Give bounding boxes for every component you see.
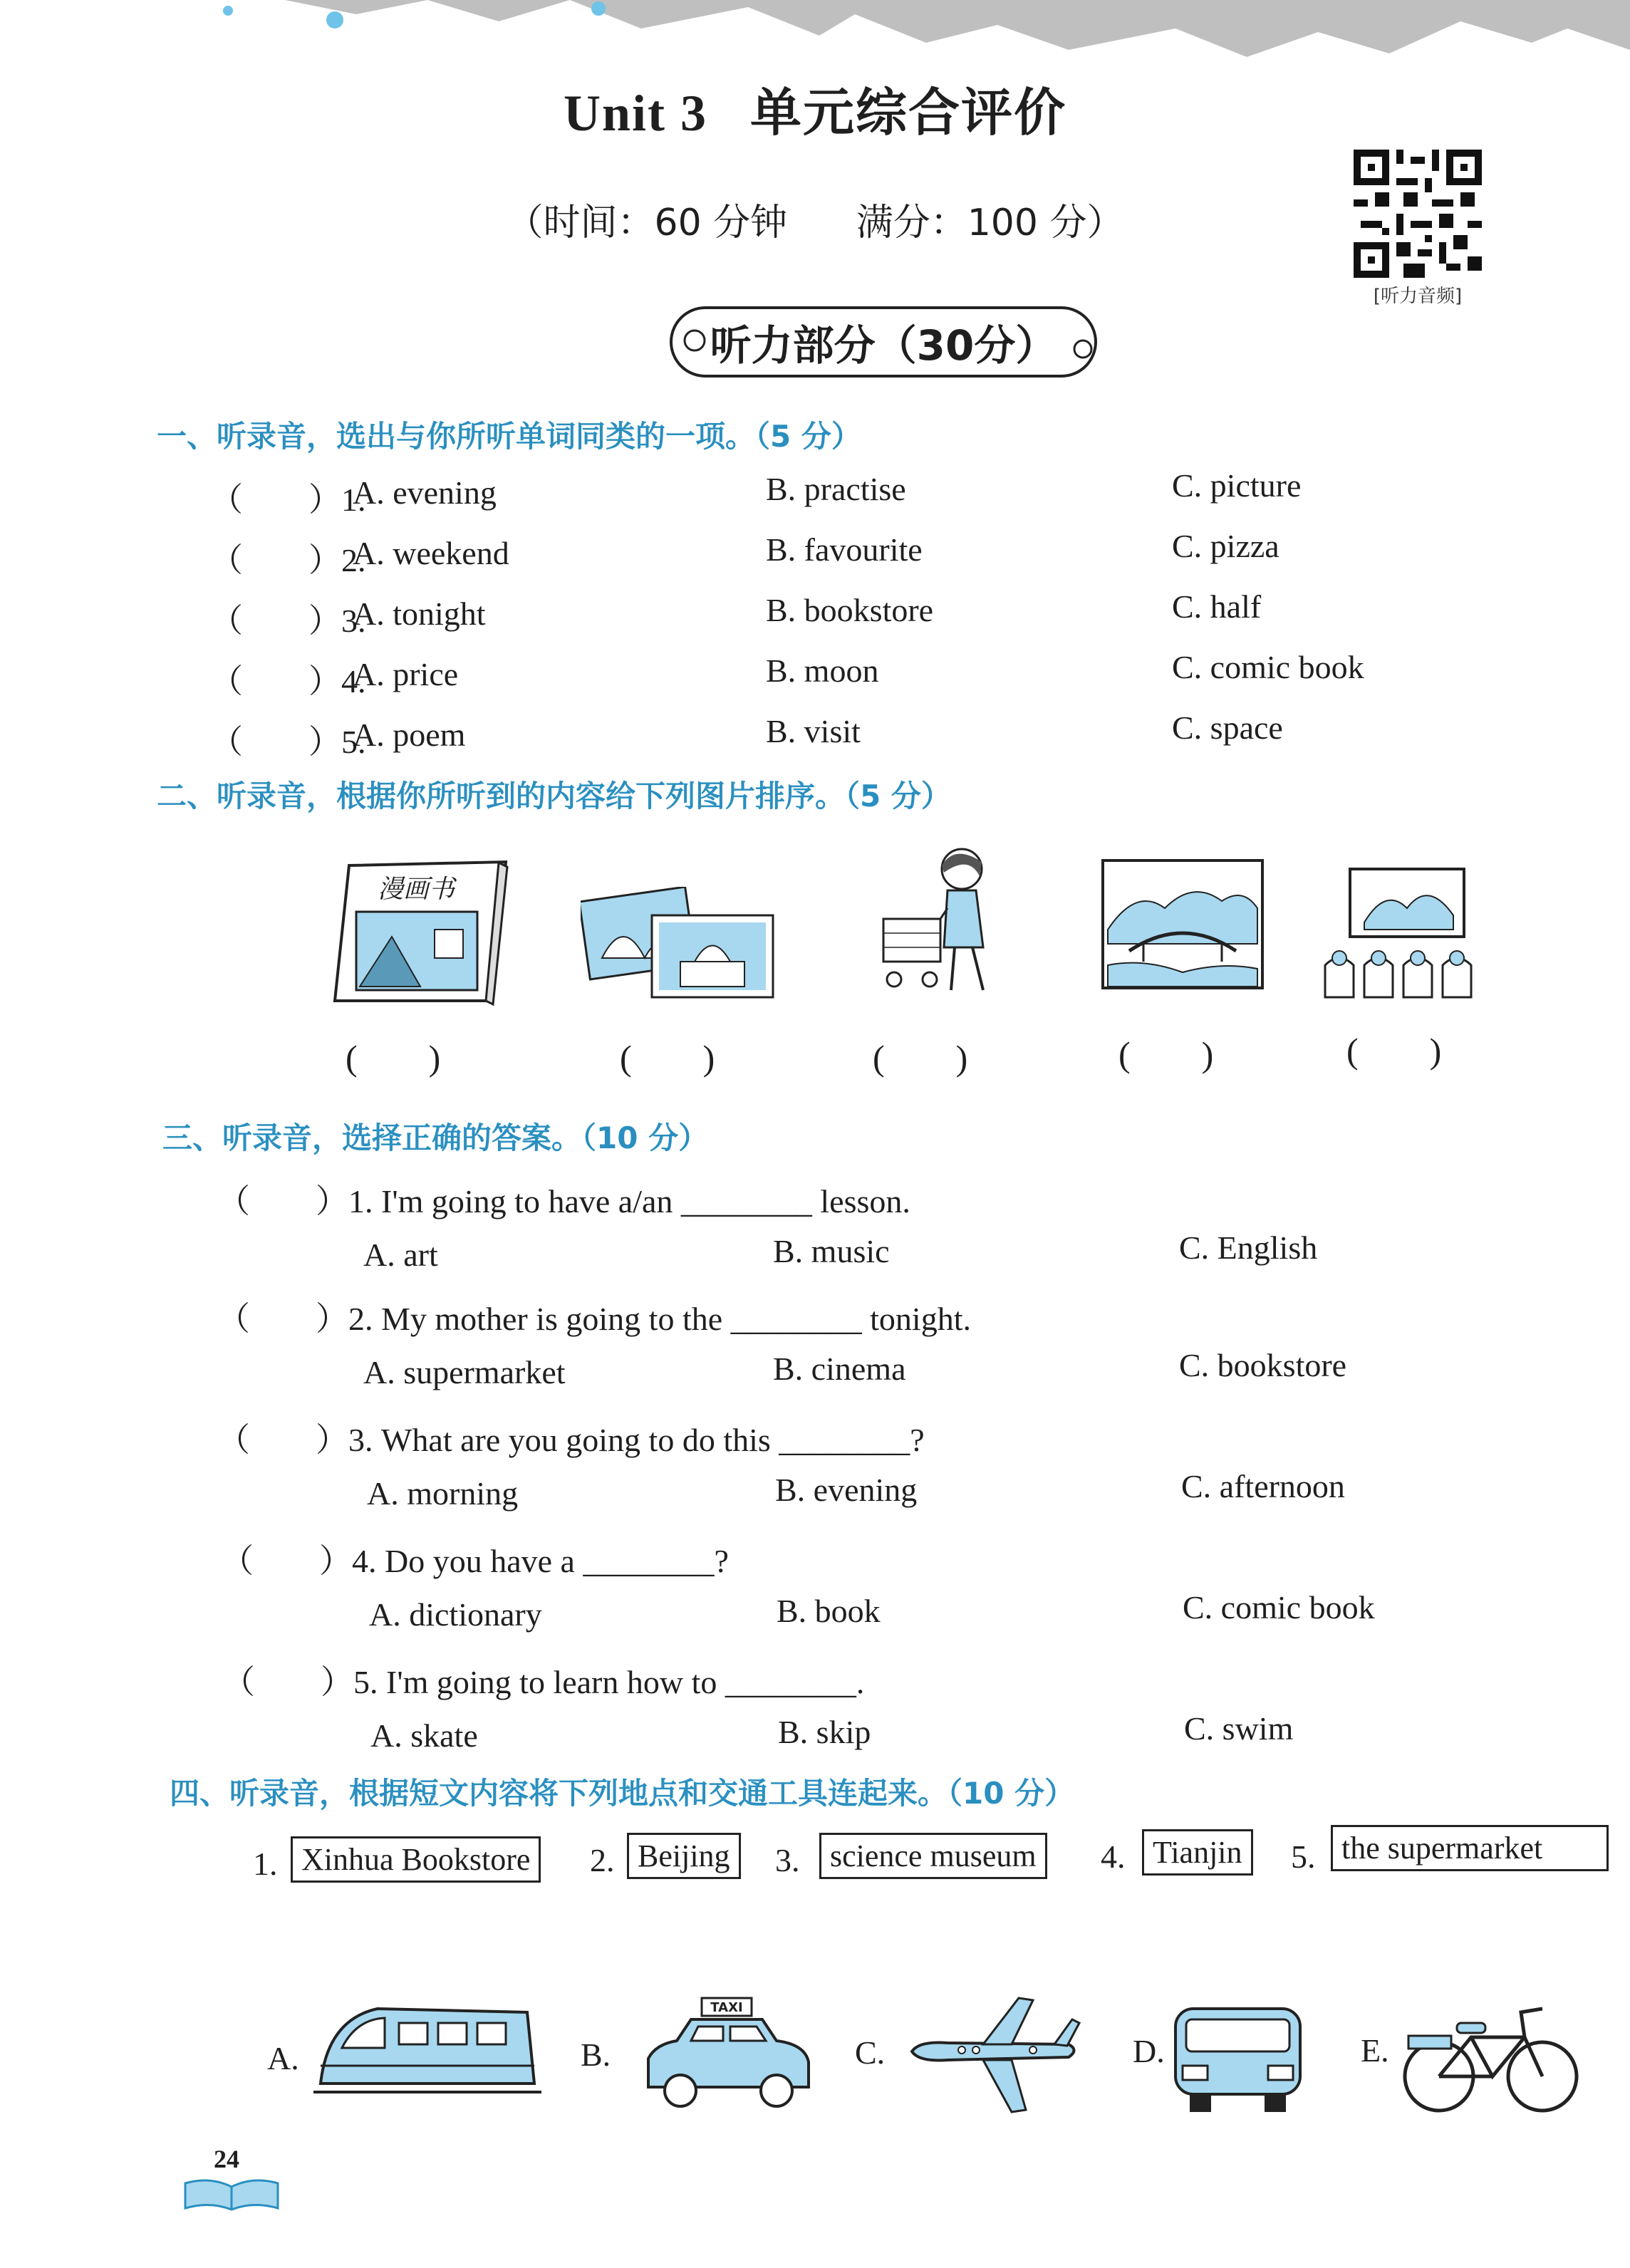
bus-icon[interactable] [1172,2005,1304,2116]
cinema-icon [1322,865,1485,1001]
listening-section-banner: 听力部分（30分） [670,306,1097,378]
s1-item-5-b[interactable]: B. visit [766,713,861,749]
s1-item-5-no: （ ）5. [210,724,366,760]
order-blank-5[interactable]: ( ) [1346,1031,1442,1071]
s3-question-5: （ ）5. I'm going to learn how to ________. [222,1664,865,1700]
banner-circle-icon [680,326,709,355]
s1-item-2-b[interactable]: B. favourite [766,531,923,568]
s3-question-3: （ ）3. What are you going to do this ________? [217,1422,925,1458]
open-book-icon [182,2173,281,2212]
s1-item-4-b[interactable]: B. moon [766,652,879,689]
banner-circle-icon [1069,335,1097,363]
s3-question-4: （ ）4. Do you have a ________? [221,1543,729,1579]
place-5-box[interactable]: the supermarket [1331,1825,1609,1871]
s1-item-1-no: （ ）1. [210,482,366,518]
vehicle-c-label: C. [855,2034,886,2071]
torn-paper-edge [0,0,1630,64]
s3-item-2-b[interactable]: B. cinema [773,1351,906,1387]
s3-item-3-c[interactable]: C. afternoon [1181,1468,1345,1504]
photos-icon [581,887,780,1001]
s1-item-2-a[interactable]: A. weekend [353,535,509,571]
s1-item-2-no: （ ）2. [210,542,366,578]
qr-code-icon[interactable] [1354,150,1482,278]
s1-item-4-no: （ ）4. [210,663,366,699]
full-score: 满分：100 分） [856,202,1124,244]
taxi-icon[interactable] [634,1994,819,2112]
s1-item-4-a[interactable]: A. price [353,656,459,692]
unit-label: Unit 3 [563,85,707,142]
order-blank-1[interactable]: ( ) [346,1038,441,1078]
place-2-box[interactable]: Beijing [627,1833,741,1879]
s1-item-3-no: （ ）3. [210,603,366,639]
s1-item-2-c[interactable]: C. pizza [1172,528,1279,564]
place-3-box[interactable]: science museum [819,1833,1047,1879]
shopping-woman-icon [876,841,1012,1004]
s3-item-5-b[interactable]: B. skip [778,1714,871,1750]
vehicle-d-label: D. [1133,2033,1165,2069]
s1-item-4-c[interactable]: C. comic book [1172,649,1364,685]
train-icon[interactable] [313,1998,541,2098]
s3-item-2-c[interactable]: C. bookstore [1179,1347,1347,1383]
place-4-box[interactable]: Tianjin [1142,1829,1253,1876]
place-1-number: 1. [253,1846,278,1882]
place-5-number: 5. [1291,1838,1316,1875]
vehicle-e-label: E. [1361,2032,1389,2069]
time-limit: （时间：60 分钟 [506,202,788,244]
page-title [0,71,1630,145]
s3-item-1-b[interactable]: B. music [773,1233,890,1269]
s1-item-5-a[interactable]: A. poem [353,717,466,753]
section1-heading: 一、听录音，选出与你所听单词同类的一项。（5 分） [157,419,861,454]
bicycle-icon[interactable] [1400,1994,1582,2116]
qr-label: [听力音频] [1373,286,1463,307]
s1-item-5-c[interactable]: C. space [1172,709,1283,746]
s1-item-1-b[interactable]: B. practise [766,471,906,507]
section4-heading: 四、听录音，根据短文内容将下列地点和交通工具连起来。（10 分） [170,1776,1075,1811]
comic-book-label: 漫画书 [378,875,455,904]
airplane-icon[interactable] [905,1994,1083,2116]
place-2-number: 2. [590,1842,615,1878]
s3-item-3-a[interactable]: A. morning [367,1475,519,1512]
s3-item-4-a[interactable]: A. dictionary [369,1596,542,1633]
s3-item-1-c[interactable]: C. English [1179,1229,1318,1266]
s3-item-4-b[interactable]: B. book [777,1593,881,1629]
s3-question-2: （ ）2. My mother is going to the ________ tonight. [217,1301,971,1337]
park-icon [1101,858,1265,990]
section2-heading: 二、听录音，根据你所听到的内容给下列图片排序。（5 分） [157,779,951,813]
s3-item-3-b[interactable]: B. evening [775,1472,918,1508]
s3-item-5-a[interactable]: A. skate [370,1717,478,1754]
order-blank-3[interactable]: ( ) [873,1038,968,1078]
s1-item-3-a[interactable]: A. tonight [353,595,486,632]
s3-item-1-a[interactable]: A. art [363,1237,438,1273]
unit-title-cn: 单元综合评价 [750,83,1067,142]
s1-item-1-c[interactable]: C. picture [1172,467,1302,504]
vehicle-a-label: A. [267,2040,299,2076]
s3-item-5-c[interactable]: C. swim [1184,1710,1294,1747]
s1-item-3-b[interactable]: B. bookstore [766,592,934,628]
page-number: 24 [214,2145,239,2173]
order-blank-4[interactable]: ( ) [1118,1034,1214,1074]
order-blank-2[interactable]: ( ) [620,1038,715,1078]
s3-item-4-c[interactable]: C. comic book [1183,1589,1375,1625]
section3-heading: 三、听录音，选择正确的答案。（10 分） [162,1120,709,1155]
place-4-number: 4. [1101,1838,1126,1875]
comic-book-icon [328,858,513,1008]
place-3-number: 3. [775,1842,800,1878]
s1-item-1-a[interactable]: A. evening [353,474,497,511]
vehicle-b-label: B. [581,2036,611,2073]
taxi-sign-text: TAXI [710,2000,743,2015]
s3-question-1: （ ）1. I'm going to have a/an ________ lesson. [217,1183,910,1219]
s1-item-3-c[interactable]: C. half [1172,588,1262,625]
s3-item-2-a[interactable]: A. supermarket [363,1354,566,1390]
place-1-box[interactable]: Xinhua Bookstore [291,1836,541,1883]
